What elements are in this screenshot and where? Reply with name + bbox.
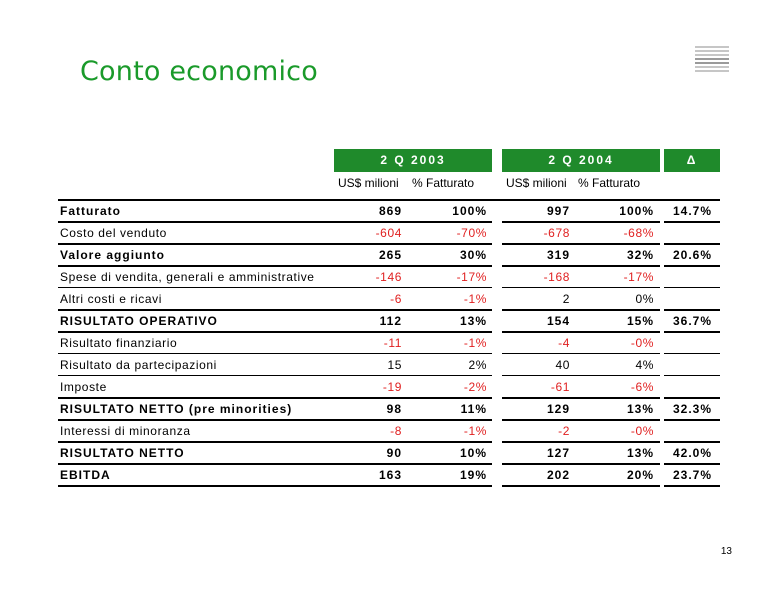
page-number: 13 <box>720 546 732 557</box>
table-row <box>58 354 720 376</box>
cell-p2: 13% <box>626 446 654 460</box>
cell-v2: 2 <box>562 292 570 306</box>
table-row <box>58 310 720 332</box>
table-row <box>58 420 720 442</box>
cell-p1: -70% <box>456 226 487 240</box>
row-label: RISULTATO NETTO (pre minorities) <box>60 402 293 416</box>
cell-v2: 154 <box>546 314 570 328</box>
cell-v1: 98 <box>386 402 402 416</box>
row-label: Spese di vendita, generali e amministrative <box>60 270 315 284</box>
cell-v1: 869 <box>378 204 402 218</box>
cell-d: 20.6% <box>672 248 712 262</box>
cell-p1: 13% <box>459 314 487 328</box>
cell-v2: 997 <box>546 204 570 218</box>
cell-p1: 2% <box>468 358 487 372</box>
subheader-usd-2004: US$ milioni <box>506 176 567 190</box>
cell-p2: 15% <box>626 314 654 328</box>
cell-v1: -8 <box>390 424 402 438</box>
cell-v1: 163 <box>378 468 402 482</box>
cell-p2: -68% <box>623 226 654 240</box>
table-row <box>58 332 720 354</box>
cell-p1: -2% <box>463 380 487 394</box>
table-row <box>58 288 720 310</box>
cell-p2: 20% <box>626 468 654 482</box>
cell-d: 36.7% <box>672 314 712 328</box>
cell-p1: -17% <box>456 270 487 284</box>
table-row <box>58 398 720 420</box>
cell-p1: 10% <box>459 446 487 460</box>
subheader-usd-2003: US$ milioni <box>338 176 399 190</box>
row-label: RISULTATO NETTO <box>60 446 185 460</box>
header-delta: Δ <box>664 149 720 172</box>
cell-p2: -6% <box>630 380 654 394</box>
cell-p2: 4% <box>635 358 654 372</box>
row-divider <box>502 485 660 487</box>
row-label: Valore aggiunto <box>60 248 166 262</box>
row-label: Fatturato <box>60 204 121 218</box>
cell-v1: -146 <box>375 270 402 284</box>
row-label: EBITDA <box>60 468 111 482</box>
header-2q2004: 2 Q 2004 <box>502 149 660 172</box>
cell-v2: -4 <box>558 336 570 350</box>
cell-p2: 32% <box>626 248 654 262</box>
cell-v1: 112 <box>379 314 402 328</box>
header-2q2003: 2 Q 2003 <box>334 149 492 172</box>
cell-v1: 15 <box>387 358 402 372</box>
row-label: Interessi di minoranza <box>60 424 191 438</box>
row-divider <box>664 485 720 487</box>
cell-d: 14.7% <box>672 204 712 218</box>
row-label: Imposte <box>60 380 107 394</box>
table-row <box>58 244 720 266</box>
cell-p2: 0% <box>635 292 654 306</box>
cell-p2: 13% <box>626 402 654 416</box>
page-title: Conto economico <box>80 56 318 87</box>
row-label: Risultato finanziario <box>60 336 178 350</box>
cell-v1: -604 <box>375 226 402 240</box>
cell-d: 32.3% <box>672 402 712 416</box>
cell-v2: -678 <box>543 226 570 240</box>
cell-v1: 265 <box>378 248 402 262</box>
row-label: Risultato da partecipazioni <box>60 358 217 372</box>
table-row <box>58 266 720 288</box>
table-row <box>58 376 720 398</box>
table-row <box>58 442 720 464</box>
cell-v2: 129 <box>546 402 570 416</box>
cell-v1: 90 <box>386 446 402 460</box>
row-divider <box>58 485 334 487</box>
cell-p2: 100% <box>619 204 654 218</box>
cell-v2: 127 <box>546 446 570 460</box>
cell-p2: -0% <box>630 336 654 350</box>
subheader-pct-2003: % Fatturato <box>412 176 475 190</box>
row-label: Altri costi e ricavi <box>60 292 163 306</box>
row-label: Costo del venduto <box>60 226 167 240</box>
cell-p1: -1% <box>463 336 487 350</box>
cell-p1: -1% <box>463 424 487 438</box>
cell-v2: -2 <box>558 424 570 438</box>
cell-v1: -19 <box>382 380 402 394</box>
logo-icon <box>695 46 729 74</box>
cell-v1: -6 <box>390 292 402 306</box>
cell-v2: -168 <box>543 270 570 284</box>
cell-v2: 40 <box>555 358 570 372</box>
cell-p1: 30% <box>459 248 487 262</box>
cell-v1: -11 <box>383 336 402 350</box>
cell-v2: -61 <box>550 380 570 394</box>
cell-p1: 100% <box>452 204 487 218</box>
cell-p2: -17% <box>623 270 654 284</box>
cell-p2: -0% <box>630 424 654 438</box>
cell-v2: 319 <box>546 248 570 262</box>
cell-d: 42.0% <box>672 446 712 460</box>
cell-p1: 19% <box>459 468 487 482</box>
table-row <box>58 200 720 222</box>
row-divider <box>334 485 492 487</box>
cell-d: 23.7% <box>672 468 712 482</box>
table-row <box>58 464 720 486</box>
cell-p1: -1% <box>463 292 487 306</box>
subheader-pct-2004: % Fatturato <box>578 176 641 190</box>
table-row <box>58 222 720 244</box>
cell-p1: 11% <box>460 402 487 416</box>
row-label: RISULTATO OPERATIVO <box>60 314 218 328</box>
cell-v2: 202 <box>546 468 570 482</box>
